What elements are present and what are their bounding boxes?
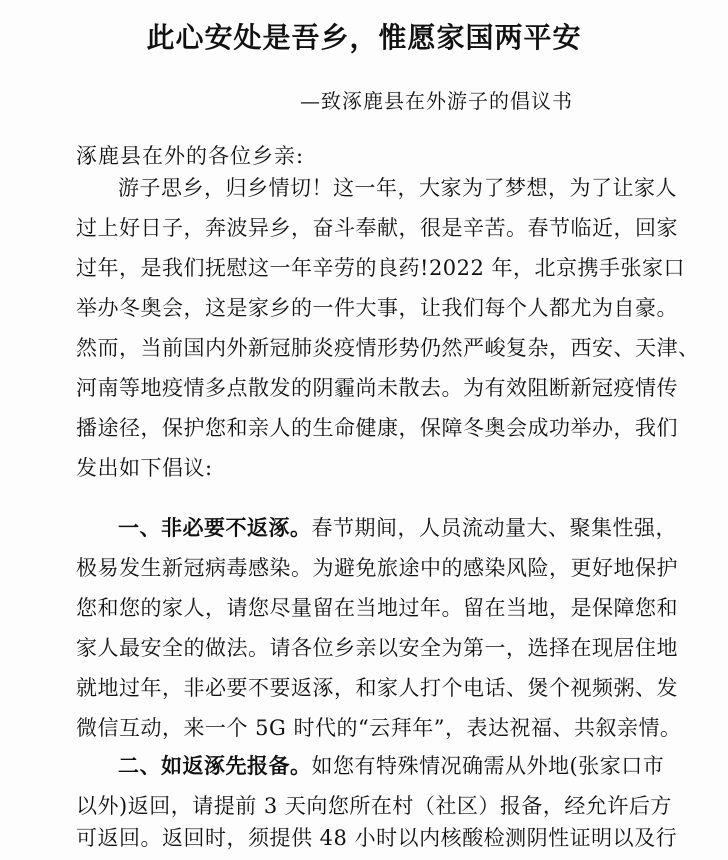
paragraph-line: 以外)返回，请提前 3 天向您所在村（社区）报备，经允许后方 <box>76 794 672 818</box>
section-2-first-line <box>118 750 664 782</box>
salutation: 涿鹿县在外的各位乡亲: <box>76 144 305 168</box>
paragraph-line: 过上好日子，奔波异乡，奋斗奉献，很是辛苦。春节临近，回家 <box>76 216 678 240</box>
paragraph-line: 微信互动，来一个 5G 时代的“云拜年”，表达祝福、共叙亲情。 <box>76 716 682 740</box>
paragraph-line: 过年，是我们抚慰这一年辛劳的良药!2022 年，北京携手张家口 <box>76 256 686 280</box>
paragraph-line: 举办冬奥会，这是家乡的一件大事，让我们每个人都尤为自豪。 <box>76 296 678 320</box>
section-2-first-line-text: 如您有特殊情况确需从外地(张家口市 <box>311 754 665 778</box>
paragraph-line: 播途径，保护您和亲人的生命健康，保障冬奥会成功举办，我们 <box>76 416 678 440</box>
section-2-heading: 二、如返涿先报备。 <box>118 753 312 778</box>
paragraph-line: 游子思乡，归乡情切！这一年，大家为了梦想，为了让家人 <box>118 176 677 200</box>
section-1-heading: 一、非必要不返涿。 <box>118 515 312 540</box>
document-title: 此心安处是吾乡，惟愿家国两平安 <box>146 21 582 54</box>
document-subtitle: —致涿鹿县在外游子的倡议书 <box>300 89 573 113</box>
paragraph-line: 然而，当前国内外新冠肺炎疫情形势仍然严峻复杂，西安、天津、 <box>76 336 700 360</box>
paragraph-line: 发出如下倡议: <box>76 456 213 480</box>
paragraph-line: 河南等地疫情多点散发的阴霾尚未散去。为有效阻断新冠疫情传 <box>76 376 678 400</box>
section-1-first-line-text: 春节期间，人员流动量大、聚集性强， <box>311 516 677 540</box>
paragraph-line: 家人最安全的做法。请各位乡亲以安全为第一，选择在现居住地 <box>76 636 678 660</box>
paragraph-line: 可返回。返回时，须提供 48 小时以内核酸检测阴性证明以及行 <box>76 826 678 850</box>
paragraph-line: 就地过年，非必要不要返涿，和家人打个电话、煲个视频粥、发 <box>76 676 678 700</box>
paragraph-line: 极易发生新冠病毒感染。为避免旅途中的感染风险，更好地保护 <box>76 556 678 580</box>
section-1-first-line <box>118 512 677 544</box>
paragraph-line: 您和您的家人，请您尽量留在当地过年。留在当地，是保障您和 <box>76 596 678 620</box>
